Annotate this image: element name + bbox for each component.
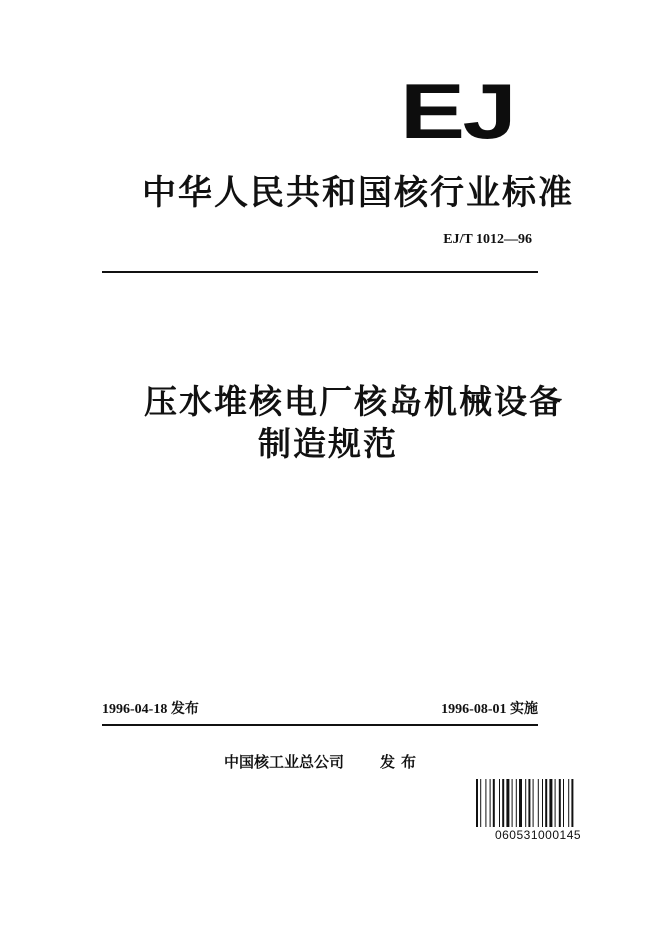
implementation-date: 1996-08-01 实施 (441, 702, 538, 717)
ej-logo: EJ (400, 67, 515, 155)
document-title-line2: 制造规范 (258, 424, 398, 463)
top-divider (102, 271, 538, 273)
org-title: 中华人民共和国核行业标准 (142, 173, 574, 213)
bottom-divider (102, 724, 538, 726)
issue-date: 1996-04-18 发布 (102, 702, 199, 717)
publish-label: 发布 (380, 753, 423, 771)
barcode (476, 779, 598, 827)
standard-number: EJ/T 1012—96 (443, 232, 532, 247)
barcode-number: 060531000145 (494, 828, 582, 842)
publisher-name: 中国核工业总公司 (224, 753, 345, 771)
document-title-line1: 压水堆核电厂核岛机械设备 (144, 382, 564, 421)
